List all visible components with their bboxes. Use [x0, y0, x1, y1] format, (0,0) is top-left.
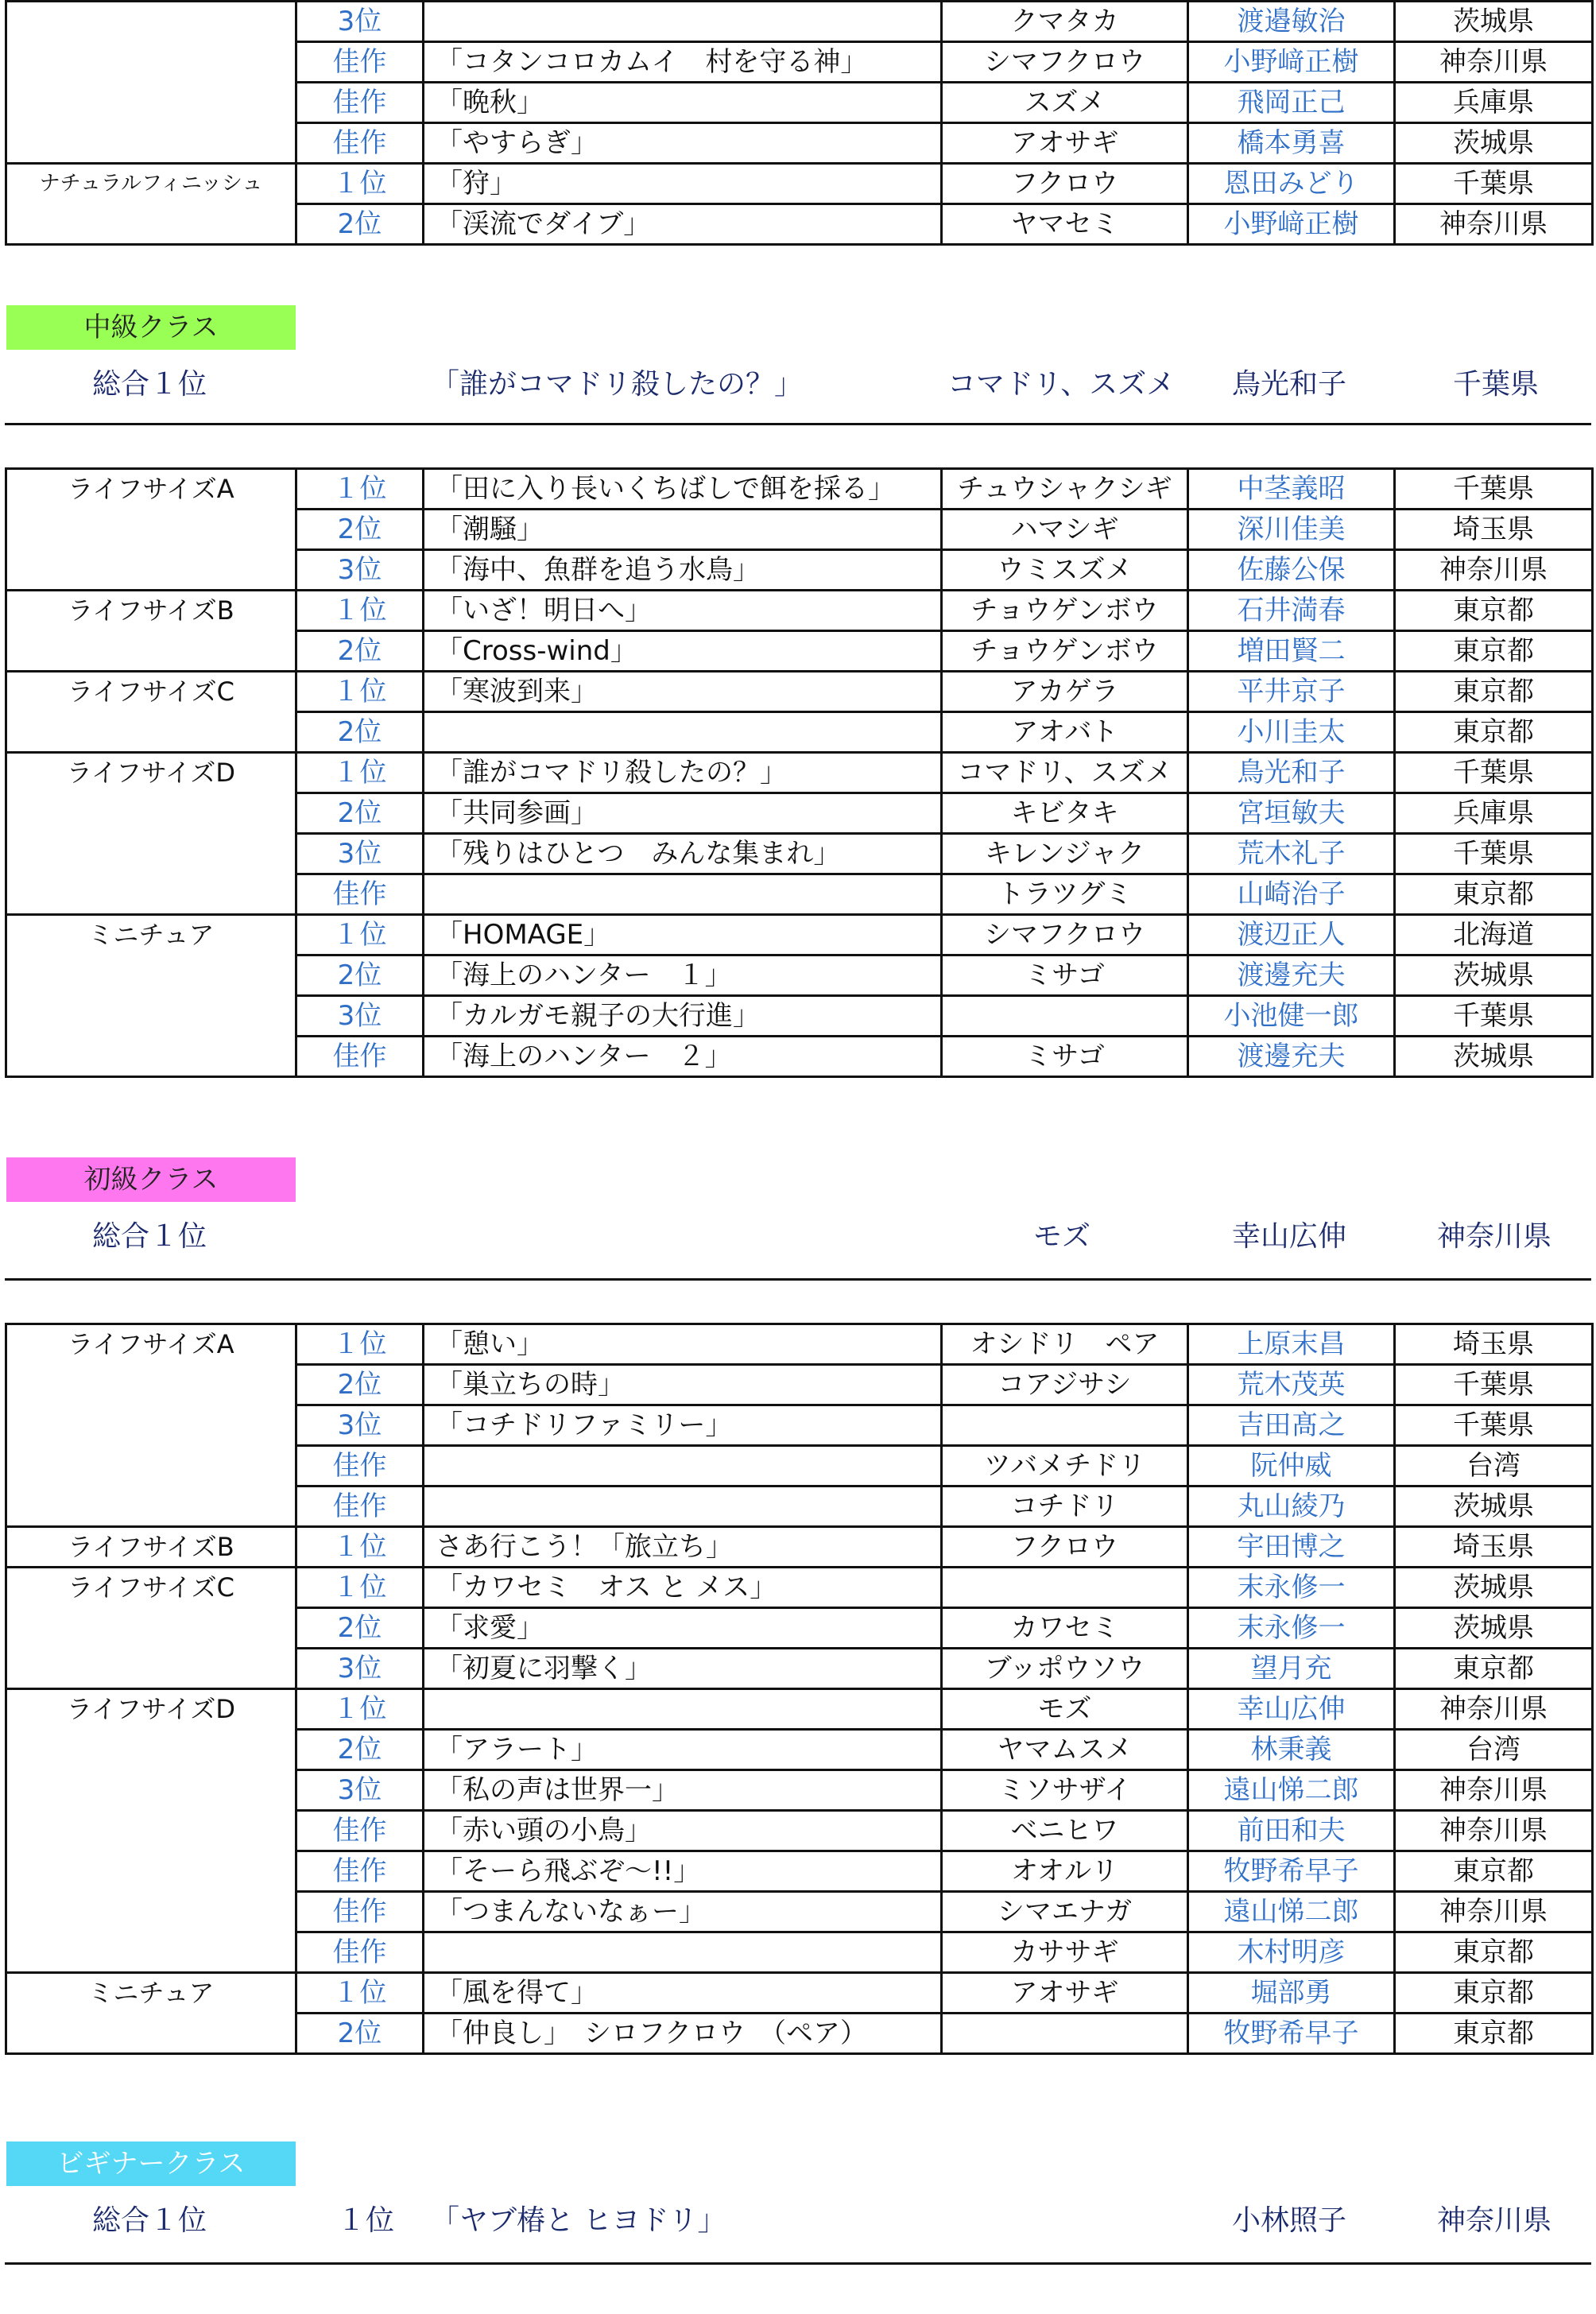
name-cell: 末永修一 [1188, 1608, 1395, 1649]
bird-cell: アオサギ [942, 1973, 1188, 2014]
overall-label: 総合１位 [92, 2204, 207, 2237]
name-cell: 小池健一郎 [1188, 996, 1395, 1037]
name-cell: 牧野希早子 [1188, 2014, 1395, 2054]
bird-cell: コマドリ、スズメ [942, 753, 1188, 793]
title-cell: 「潮騒」 [424, 510, 942, 550]
pref-cell: 埼玉県 [1395, 1324, 1593, 1365]
name-cell: 石井満春 [1188, 591, 1395, 631]
class-cell: ライフサイズD [6, 1689, 296, 1973]
class-cell: ライフサイズA [6, 1324, 296, 1527]
pref-cell: 茨城県 [1395, 2, 1593, 42]
pref-cell: 東京都 [1395, 1932, 1593, 1973]
bird-cell: チョウゲンボウ [942, 631, 1188, 672]
rank-cell: １位 [296, 164, 424, 204]
name-cell: 増田賢二 [1188, 631, 1395, 672]
divider [5, 2262, 1591, 2265]
rank-cell: 2位 [296, 712, 424, 753]
pref-cell: 東京都 [1395, 631, 1593, 672]
pref-cell: 東京都 [1395, 1851, 1593, 1892]
pref-cell: 神奈川県 [1395, 550, 1593, 591]
rank-cell: 2位 [296, 510, 424, 550]
class-cell: ミニチュア [6, 915, 296, 1077]
pref-cell: 茨城県 [1395, 955, 1593, 996]
rank-cell: 2位 [296, 1608, 424, 1649]
name-cell: 木村明彦 [1188, 1932, 1395, 1973]
name-cell: 宇田博之 [1188, 1527, 1395, 1568]
rank-cell: １位 [296, 1527, 424, 1568]
name-cell: 小川圭太 [1188, 712, 1395, 753]
rank-cell: 3位 [296, 834, 424, 874]
name-cell: 阮仲威 [1188, 1446, 1395, 1486]
title-cell: 「残りはひとつ みんな集まれ」 [424, 834, 942, 874]
pref-cell: 茨城県 [1395, 1486, 1593, 1527]
name-cell: 恩田みどり [1188, 164, 1395, 204]
class-cell: ミニチュア [6, 1973, 296, 2054]
pref-cell: 東京都 [1395, 672, 1593, 712]
rank-cell: 3位 [296, 996, 424, 1037]
rank-cell: 佳作 [296, 123, 424, 164]
title-cell: 「巣立ちの時」 [424, 1365, 942, 1405]
title-cell: 「Cross-wind」 [424, 631, 942, 672]
rank-cell: 佳作 [296, 1932, 424, 1973]
table-row [6, 1527, 1593, 1568]
divider [5, 423, 1591, 425]
bird-cell: ヤマムスメ [942, 1730, 1188, 1770]
bird-cell: シマエナガ [942, 1892, 1188, 1932]
rank-cell: １位 [296, 591, 424, 631]
table-row [6, 164, 1593, 204]
rank-cell: 佳作 [296, 874, 424, 915]
rank-cell: １位 [296, 753, 424, 793]
bird-cell: ツバメチドリ [942, 1446, 1188, 1486]
pref-cell: 東京都 [1395, 1973, 1593, 2014]
name-cell: 牧野希早子 [1188, 1851, 1395, 1892]
beginner-overall-row [5, 1213, 1591, 1261]
rank-cell: 2位 [296, 955, 424, 996]
pref-cell: 兵庫県 [1395, 793, 1593, 834]
pref-cell: 埼玉県 [1395, 1527, 1593, 1568]
name-cell: 荒木礼子 [1188, 834, 1395, 874]
overall-label: 総合１位 [92, 368, 207, 401]
title-cell: 「いざ！明日へ」 [424, 591, 942, 631]
intermediate-class-label: 中級クラス [6, 305, 296, 350]
pref-cell: 千葉県 [1395, 469, 1593, 510]
pref-cell: 茨城県 [1395, 123, 1593, 164]
title-cell: 「求愛」 [424, 1608, 942, 1649]
rank-cell: 佳作 [296, 42, 424, 83]
rank-cell: 3位 [296, 1649, 424, 1689]
table-row [6, 1689, 1593, 1730]
title-cell [424, 1932, 942, 1973]
table-row [6, 753, 1593, 793]
rank-cell: １位 [296, 915, 424, 955]
bird-cell: ベニヒワ [942, 1811, 1188, 1851]
rank-cell: 佳作 [296, 1851, 424, 1892]
pref-cell: 北海道 [1395, 915, 1593, 955]
name-cell: 遠山悌二郎 [1188, 1892, 1395, 1932]
overall-title: 「誰がコマドリ殺したの？」 [431, 368, 804, 401]
pref-cell: 千葉県 [1395, 996, 1593, 1037]
overall-rank: １位 [337, 2204, 395, 2237]
divider [5, 1278, 1591, 1281]
pref-cell: 神奈川県 [1395, 204, 1593, 245]
table-row [6, 1324, 1593, 1365]
rank-cell: 2位 [296, 204, 424, 245]
overall-bird: コマドリ、スズメ [947, 368, 1176, 401]
bird-cell: ブッポウソウ [942, 1649, 1188, 1689]
bird-cell: シマフクロウ [942, 915, 1188, 955]
bird-cell [942, 1405, 1188, 1446]
rank-cell: １位 [296, 1568, 424, 1608]
name-cell: 平井京子 [1188, 672, 1395, 712]
rank-cell: 佳作 [296, 1892, 424, 1932]
pref-cell: 台湾 [1395, 1730, 1593, 1770]
bird-cell: ミソサザイ [942, 1770, 1188, 1811]
beginner-class-label: 初級クラス [6, 1157, 296, 1202]
name-cell: 望月充 [1188, 1649, 1395, 1689]
table-row [6, 672, 1593, 712]
title-cell: 「田に入り長いくちばしで餌を採る」 [424, 469, 942, 510]
bird-cell: キレンジャク [942, 834, 1188, 874]
pref-cell: 千葉県 [1395, 1365, 1593, 1405]
pref-cell: 千葉県 [1395, 164, 1593, 204]
bird-cell: フクロウ [942, 164, 1188, 204]
rank-cell: 2位 [296, 793, 424, 834]
class-cell: ライフサイズB [6, 1527, 296, 1568]
title-cell: 「カルガモ親子の大行進」 [424, 996, 942, 1037]
class-cell: ライフサイズC [6, 672, 296, 753]
table-row [6, 469, 1593, 510]
results-table-advanced [5, 0, 1594, 246]
class-cell: ライフサイズB [6, 591, 296, 672]
title-cell [424, 712, 942, 753]
name-cell: 小野﨑正樹 [1188, 42, 1395, 83]
title-cell: 「晩秋」 [424, 83, 942, 123]
title-cell: 「寒波到来」 [424, 672, 942, 712]
title-cell: 「HOMAGE」 [424, 915, 942, 955]
title-cell: 「仲良し」 シロフクロウ （ペア） [424, 2014, 942, 2054]
rank-cell: 佳作 [296, 1811, 424, 1851]
name-cell: 丸山綾乃 [1188, 1486, 1395, 1527]
pref-cell: 台湾 [1395, 1446, 1593, 1486]
title-cell: 「憩い」 [424, 1324, 942, 1365]
title-cell: 「共同参画」 [424, 793, 942, 834]
title-cell: 「私の声は世界一」 [424, 1770, 942, 1811]
title-cell: 「つまんないなぁー」 [424, 1892, 942, 1932]
pref-cell: 神奈川県 [1395, 1892, 1593, 1932]
bird-cell: ウミスズメ [942, 550, 1188, 591]
bird-cell: スズメ [942, 83, 1188, 123]
rank-cell: 2位 [296, 2014, 424, 2054]
intermediate-overall-row [5, 361, 1591, 409]
name-cell: 深川佳美 [1188, 510, 1395, 550]
bird-cell: カワセミ [942, 1608, 1188, 1649]
rank-cell: 佳作 [296, 83, 424, 123]
bird-cell: シマフクロウ [942, 42, 1188, 83]
title-cell: 「海中、魚群を追う水鳥」 [424, 550, 942, 591]
name-cell: 幸山広伸 [1188, 1689, 1395, 1730]
title-cell: 「誰がコマドリ殺したの？」 [424, 753, 942, 793]
class-cell: ライフサイズC [6, 1568, 296, 1689]
title-cell [424, 1486, 942, 1527]
title-cell: 「コタンコロカムイ 村を守る神」 [424, 42, 942, 83]
overall-bird: モズ [1033, 1220, 1091, 1253]
overall-name: 幸山広伸 [1232, 1220, 1347, 1253]
pref-cell: 千葉県 [1395, 834, 1593, 874]
rank-cell: 3位 [296, 550, 424, 591]
bird-cell: ミサゴ [942, 955, 1188, 996]
bird-cell: チョウゲンボウ [942, 591, 1188, 631]
title-cell [424, 874, 942, 915]
name-cell: 林秉義 [1188, 1730, 1395, 1770]
pref-cell: 神奈川県 [1395, 42, 1593, 83]
title-cell: 「そーら飛ぶぞ〜!!」 [424, 1851, 942, 1892]
overall-name: 鳥光和子 [1232, 368, 1347, 401]
pref-cell: 埼玉県 [1395, 510, 1593, 550]
pref-cell: 兵庫県 [1395, 83, 1593, 123]
name-cell: 飛岡正己 [1188, 83, 1395, 123]
title-cell: 「初夏に羽撃く」 [424, 1649, 942, 1689]
bird-cell: クマタカ [942, 2, 1188, 42]
rank-cell: １位 [296, 672, 424, 712]
bird-cell [942, 996, 1188, 1037]
title-cell: 「狩」 [424, 164, 942, 204]
bird-cell: モズ [942, 1689, 1188, 1730]
name-cell: 鳥光和子 [1188, 753, 1395, 793]
pref-cell: 千葉県 [1395, 1405, 1593, 1446]
table-row [6, 2, 1593, 42]
rank-cell: 2位 [296, 1730, 424, 1770]
bird-cell: チュウシャクシギ [942, 469, 1188, 510]
bird-cell: アオバト [942, 712, 1188, 753]
results-table-beginner [5, 1323, 1594, 2055]
bird-cell: コアジサシ [942, 1365, 1188, 1405]
title-cell: 「海上のハンター ２」 [424, 1037, 942, 1077]
pref-cell: 神奈川県 [1395, 1811, 1593, 1851]
rank-cell: 2位 [296, 1365, 424, 1405]
novice-overall-row [5, 2197, 1591, 2245]
name-cell: 上原末昌 [1188, 1324, 1395, 1365]
name-cell: 橋本勇喜 [1188, 123, 1395, 164]
bird-cell: オオルリ [942, 1851, 1188, 1892]
overall-name: 小林照子 [1232, 2204, 1347, 2237]
rank-cell: 3位 [296, 1405, 424, 1446]
title-cell: 「風を得て」 [424, 1973, 942, 2014]
title-cell [424, 1689, 942, 1730]
name-cell: 山崎治子 [1188, 874, 1395, 915]
table-row [6, 1568, 1593, 1608]
table-row [6, 1973, 1593, 2014]
rank-cell: 佳作 [296, 1446, 424, 1486]
name-cell: 渡辺正人 [1188, 915, 1395, 955]
class-cell: ナチュラルフィニッシュ [6, 164, 296, 245]
pref-cell: 東京都 [1395, 591, 1593, 631]
bird-cell [942, 2014, 1188, 2054]
pref-cell: 東京都 [1395, 874, 1593, 915]
name-cell: 末永修一 [1188, 1568, 1395, 1608]
pref-cell: 千葉県 [1395, 753, 1593, 793]
bird-cell: ハマシギ [942, 510, 1188, 550]
title-cell [424, 2, 942, 42]
rank-cell: １位 [296, 1973, 424, 2014]
name-cell: 小野﨑正樹 [1188, 204, 1395, 245]
table-row [6, 915, 1593, 955]
novice-class-label: ビギナークラス [6, 2142, 296, 2186]
pref-cell: 東京都 [1395, 2014, 1593, 2054]
rank-cell: １位 [296, 469, 424, 510]
pref-cell: 東京都 [1395, 1649, 1593, 1689]
pref-cell: 茨城県 [1395, 1568, 1593, 1608]
rank-cell: 3位 [296, 1770, 424, 1811]
name-cell: 荒木茂英 [1188, 1365, 1395, 1405]
pref-cell: 茨城県 [1395, 1037, 1593, 1077]
title-cell: 「海上のハンター １」 [424, 955, 942, 996]
name-cell: 渡邊充夫 [1188, 955, 1395, 996]
title-cell: 「カワセミ オス と メス」 [424, 1568, 942, 1608]
title-cell: 「コチドリファミリー」 [424, 1405, 942, 1446]
name-cell: 渡邉敏治 [1188, 2, 1395, 42]
rank-cell: １位 [296, 1324, 424, 1365]
bird-cell: アカゲラ [942, 672, 1188, 712]
bird-cell: カササギ [942, 1932, 1188, 1973]
title-cell: 「赤い頭の小鳥」 [424, 1811, 942, 1851]
bird-cell: ミサゴ [942, 1037, 1188, 1077]
bird-cell: コチドリ [942, 1486, 1188, 1527]
name-cell: 前田和夫 [1188, 1811, 1395, 1851]
title-cell: 「アラート」 [424, 1730, 942, 1770]
bird-cell: ヤマセミ [942, 204, 1188, 245]
name-cell: 渡邊充夫 [1188, 1037, 1395, 1077]
name-cell: 吉田髙之 [1188, 1405, 1395, 1446]
title-cell: 「渓流でダイブ」 [424, 204, 942, 245]
name-cell: 宮垣敏夫 [1188, 793, 1395, 834]
class-cell: ライフサイズD [6, 753, 296, 915]
overall-pref: 千葉県 [1453, 368, 1540, 401]
title-cell: さあ行こう！「旅立ち」 [424, 1527, 942, 1568]
class-cell [6, 2, 296, 164]
results-table-intermediate [5, 467, 1594, 1078]
pref-cell: 東京都 [1395, 712, 1593, 753]
class-cell: ライフサイズA [6, 469, 296, 591]
pref-cell: 神奈川県 [1395, 1770, 1593, 1811]
title-cell: 「やすらぎ」 [424, 123, 942, 164]
rank-cell: 3位 [296, 2, 424, 42]
overall-title: 「ヤブ椿と ヒヨドリ」 [431, 2204, 726, 2237]
rank-cell: 佳作 [296, 1486, 424, 1527]
bird-cell: フクロウ [942, 1527, 1188, 1568]
overall-label: 総合１位 [92, 1220, 207, 1253]
pref-cell: 茨城県 [1395, 1608, 1593, 1649]
overall-pref: 神奈川県 [1437, 2204, 1552, 2237]
table-row [6, 591, 1593, 631]
name-cell: 佐藤公保 [1188, 550, 1395, 591]
rank-cell: 2位 [296, 631, 424, 672]
overall-pref: 神奈川県 [1437, 1220, 1552, 1253]
bird-cell: トラツグミ [942, 874, 1188, 915]
bird-cell: キビタキ [942, 793, 1188, 834]
name-cell: 堀部勇 [1188, 1973, 1395, 2014]
pref-cell: 神奈川県 [1395, 1689, 1593, 1730]
name-cell: 中茎義昭 [1188, 469, 1395, 510]
name-cell: 遠山悌二郎 [1188, 1770, 1395, 1811]
bird-cell [942, 1568, 1188, 1608]
bird-cell: オシドリ ペア [942, 1324, 1188, 1365]
rank-cell: １位 [296, 1689, 424, 1730]
bird-cell: アオサギ [942, 123, 1188, 164]
rank-cell: 佳作 [296, 1037, 424, 1077]
title-cell [424, 1446, 942, 1486]
